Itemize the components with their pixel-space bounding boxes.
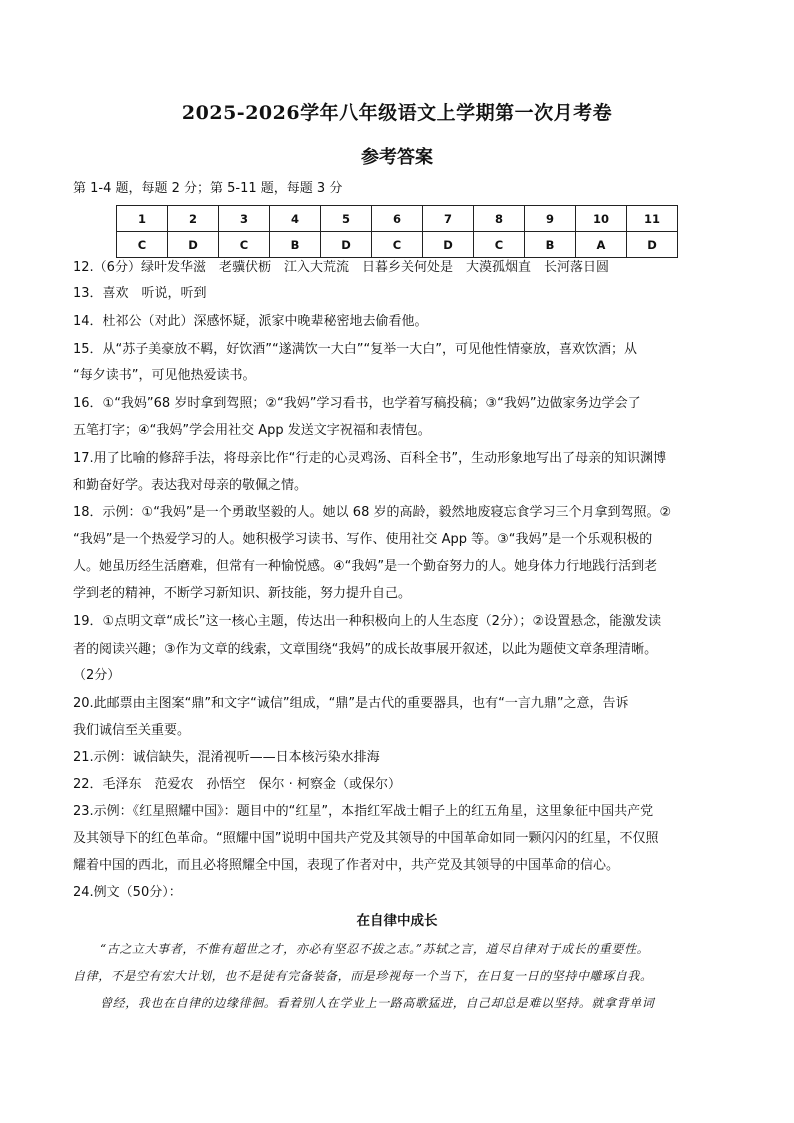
essay-title: 在自律中成长 bbox=[356, 913, 438, 929]
answer-table-answer-row bbox=[117, 232, 678, 258]
question-number-cell: 9 bbox=[525, 206, 576, 232]
question-number-cell: 6 bbox=[372, 206, 423, 232]
answer-line-q17: 17.用了比喻的修辞手法，将母亲比作“行走的心灵鸡汤、百科全书”，生动形象地写出了母亲的知识渊博 bbox=[73, 451, 667, 466]
answer-cell: C bbox=[372, 232, 423, 258]
essay-line: “古之立大事者，不惟有超世之才，亦必有坚忍不拔之志。”苏轼之言，道尽自律对于成长的重要性。 bbox=[100, 942, 650, 956]
answer-line-q18-cont3: 学到老的精神，不断学习新知识、新技能，努力提升自己。 bbox=[73, 586, 412, 601]
answer-cell: D bbox=[168, 232, 219, 258]
answer-line-q14: 14．杜祁公（对此）深感怀疑，派家中晚辈秘密地去偷看他。 bbox=[73, 314, 428, 329]
answer-line-q24: 24.例文（50分）： bbox=[73, 885, 182, 900]
answer-line-q20: 20.此邮票由主图案“鼎”和文字“诚信”组成，“鼎”是古代的重要器具，也有“一言九鼎”之意，告诉 bbox=[73, 696, 629, 711]
scoring-note: 第 1-4 题，每题 2 分；第 5-11 题，每题 3 分 bbox=[73, 181, 343, 196]
answer-line-q23: 23.示例：《红星照耀中国》：题目中的“红星”，本指红军战士帽子上的红五角星，这里象征中国共产党 bbox=[73, 804, 654, 819]
essay-line: 自律，不是空有宏大计划，也不是徒有完备装备，而是珍视每一个当下，在日复一日的坚持中雕琢自我。 bbox=[73, 969, 653, 983]
answer-line-q19-cont2: （2分） bbox=[73, 668, 121, 683]
answer-line-q20-cont: 我们诚信至关重要。 bbox=[73, 723, 191, 738]
answer-line-q18-cont1: “我妈”是一个热爱学习的人。她积极学习读书、写作、使用社交 App 等。③“我妈”是一个乐观积极的 bbox=[73, 532, 653, 547]
answer-line-q23-cont1: 及其领导下的红色革命。“照耀中国”说明中国共产党及其领导的中国革命如同一颗闪闪的红星，不仅照 bbox=[73, 831, 659, 846]
answer-line-q16: 16．①“我妈”68 岁时拿到驾照；②“我妈”学习看书，也学着写稿投稿；③“我妈”边做家务边学会了 bbox=[73, 396, 641, 411]
answer-table-number-row bbox=[117, 206, 678, 232]
answer-cell: D bbox=[627, 232, 678, 258]
answer-line-q15-cont: “每夕读书”，可见他热爱读书。 bbox=[73, 368, 256, 383]
question-number-cell: 8 bbox=[474, 206, 525, 232]
answer-line-q15: 15．从“苏子美豪放不羁，好饮酒”“遂满饮一大白”“复举一大白”，可见他性情豪放，喜欢饮酒；从 bbox=[73, 342, 637, 357]
answer-line-q19: 19．①点明文章“成长”这一核心主题，传达出一种积极向上的人生态度（2分）；②设置悬念，能激发读 bbox=[73, 614, 662, 629]
answer-cell: C bbox=[117, 232, 168, 258]
question-number-cell: 7 bbox=[423, 206, 474, 232]
answer-line-q19-cont1: 者的阅读兴趣；③作为文章的线索，文章围绕“我妈”的成长故事展开叙述，以此为题使文章条理清晰。 bbox=[73, 642, 658, 657]
answer-cell: C bbox=[474, 232, 525, 258]
question-number-cell: 1 bbox=[117, 206, 168, 232]
question-number-cell: 4 bbox=[270, 206, 321, 232]
answer-line-q21: 21.示例：诚信缺失，混淆视听——日本核污染水排海 bbox=[73, 750, 380, 765]
answer-cell: D bbox=[423, 232, 474, 258]
essay-line: 曾经，我也在自律的边缘徘徊。看着别人在学业上一路高歌猛进，自己却总是难以坚持。就拿背单词 bbox=[100, 996, 655, 1010]
answer-line-q13: 13．喜欢 听说，听到 bbox=[73, 286, 207, 301]
question-number-cell: 2 bbox=[168, 206, 219, 232]
answer-cell: D bbox=[321, 232, 372, 258]
answer-line-q23-cont2: 耀着中国的西北，而且必将照耀全中国，表现了作者对中，共产党及其领导的中国革命的信心。 bbox=[73, 858, 620, 873]
answer-table bbox=[116, 205, 678, 258]
answer-cell: A bbox=[576, 232, 627, 258]
answer-cell: B bbox=[525, 232, 576, 258]
answer-line-q18: 18．示例：①“我妈”是一个勇敢坚毅的人。她以 68 岁的高龄，毅然地废寝忘食学习三个月拿到驾照。② bbox=[73, 505, 672, 520]
page-title: 2025-2026学年八年级语文上学期第一次月考卷 bbox=[181, 102, 613, 124]
page-subtitle: 参考答案 bbox=[361, 147, 433, 168]
answer-line-q17-cont: 和勤奋好学。表达我对母亲的敬佩之情。 bbox=[73, 478, 308, 493]
answer-line-q12: 12.（6分）绿叶发华滋 老骥伏枥 江入大荒流 日暮乡关何处是 大漠孤烟直 长河落日圆 bbox=[73, 260, 609, 275]
question-number-cell: 10 bbox=[576, 206, 627, 232]
answer-line-q18-cont2: 人。她虽历经生活磨难，但常有一种愉悦感。④“我妈”是一个勤奋努力的人。她身体力行地践行活到老 bbox=[73, 559, 658, 574]
answer-cell: B bbox=[270, 232, 321, 258]
answer-line-q22: 22．毛泽东 范爱农 孙悟空 保尔 · 柯察金（或保尔） bbox=[73, 777, 401, 792]
answer-cell: C bbox=[219, 232, 270, 258]
answer-line-q16-cont: 五笔打字；④“我妈”学会用社交 App 发送文字祝福和表情包。 bbox=[73, 423, 431, 438]
question-number-cell: 5 bbox=[321, 206, 372, 232]
question-number-cell: 3 bbox=[219, 206, 270, 232]
question-number-cell: 11 bbox=[627, 206, 678, 232]
